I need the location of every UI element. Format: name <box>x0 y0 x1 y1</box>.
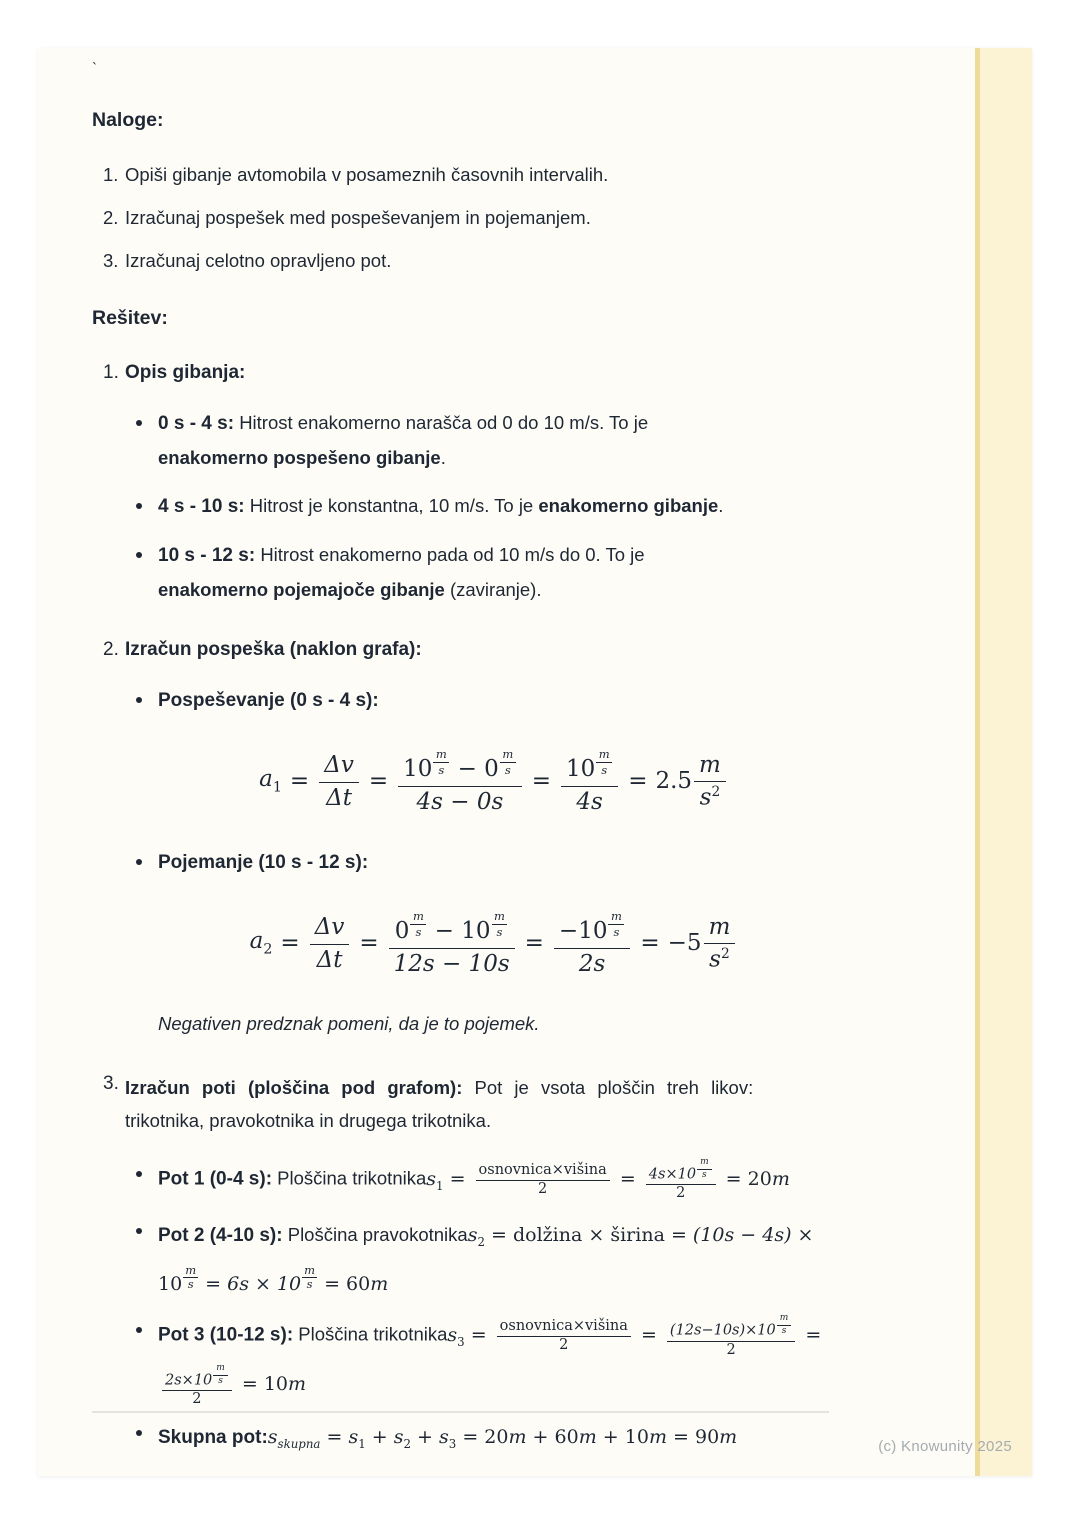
unit-m: m <box>492 910 508 925</box>
equals-sign: = <box>205 1273 222 1296</box>
section-2-bullets <box>92 683 829 718</box>
section-number: 1. <box>103 362 119 383</box>
section-3-heading <box>92 1071 829 1137</box>
equals-sign: = <box>531 767 551 794</box>
unit-m: m <box>500 748 516 763</box>
task-text: Izračunaj pospešek med pospeševanjem in pojemanjem. <box>125 207 591 228</box>
math-num: − 0 <box>457 756 499 783</box>
path-3-label: Pot 3 (10-12 s): <box>158 1324 294 1346</box>
math-num: Δv <box>319 752 359 782</box>
interval-text: Hitrost je konstantna, 10 m/s. To je <box>249 495 534 516</box>
list-item <box>92 406 829 475</box>
unit-m: m <box>410 910 426 925</box>
section-2-bullets <box>92 845 829 880</box>
math-sub: 2 <box>263 941 273 958</box>
task-text: Opiši gibanje avtomobila v posameznih časovnih intervalih. <box>125 164 609 185</box>
sign-note: Negativen predznak pomeni, da je to pojemek. <box>158 1012 540 1034</box>
task-number: 2. <box>103 207 119 228</box>
math-var: s <box>439 1425 449 1448</box>
equals-sign: = <box>640 1323 657 1346</box>
math-den: 2 <box>538 1181 548 1198</box>
formula-deceleration <box>158 910 829 977</box>
equals-sign: = <box>491 1224 507 1247</box>
math-num: 2s×10 <box>165 1371 213 1388</box>
task-text: Izračunaj celotno opravljeno pot. <box>125 250 392 271</box>
path-2-text: Ploščina pravokotnika <box>287 1224 468 1246</box>
list-item <box>92 538 829 607</box>
plus-sign: + <box>371 1425 388 1448</box>
math-word: širina <box>610 1224 665 1247</box>
math-num: − 10 <box>434 918 491 945</box>
solution-heading: Rešitev: <box>92 307 168 329</box>
unit-m: m <box>304 1262 316 1277</box>
section-3-bullets <box>92 1157 829 1465</box>
bullet-dot <box>136 1327 142 1333</box>
copyright-text: (c) Knowunity 2025 <box>878 1438 1012 1455</box>
unit-m: m <box>648 1425 667 1448</box>
math-num: 10 <box>403 756 433 783</box>
math-den: 2 <box>192 1390 202 1407</box>
section-1-bullets <box>92 406 829 607</box>
math-den: 2 <box>726 1341 736 1358</box>
math-sub: 1 <box>436 1178 444 1193</box>
task-number: 3. <box>103 250 119 271</box>
math-sub: skupna <box>277 1436 321 1451</box>
unit-s: s <box>496 925 503 940</box>
equals-sign: = <box>673 1425 689 1448</box>
unit-m: m <box>694 752 726 782</box>
section-number: 3. <box>103 1072 119 1094</box>
motion-type: enakomerno gibanje <box>538 495 719 516</box>
math-result: 10 <box>624 1425 649 1448</box>
unit-s: s <box>601 763 608 778</box>
stray-backtick: ` <box>92 60 97 77</box>
math-sub: 2 <box>403 1436 411 1451</box>
tasks-list <box>92 162 829 274</box>
bullet-dot <box>136 1228 142 1234</box>
equals-sign: = <box>324 1273 340 1296</box>
interval-text: Hitrost enakomerno narašča od 0 do 10 m/s. To je <box>239 412 649 433</box>
math-num: osnovnica×višina <box>497 1317 631 1337</box>
equals-sign: = <box>640 929 660 956</box>
unit-s: s <box>306 1277 313 1292</box>
math-result: 20 <box>747 1167 772 1190</box>
plus-sign: + <box>417 1425 433 1448</box>
math-result: 20 <box>484 1425 509 1448</box>
interval-text: Hitrost enakomerno pada od 10 m/s do 0. To je <box>260 544 645 565</box>
equals-sign: = <box>805 1323 822 1346</box>
section-1-heading <box>92 360 829 386</box>
math-den: 2s <box>578 950 606 977</box>
math-var: a <box>259 766 273 793</box>
times-sign: × <box>588 1224 605 1247</box>
equals-sign: = <box>326 1425 343 1448</box>
math-den: Δt <box>316 946 343 973</box>
equals-sign: = <box>289 767 310 794</box>
math-den: 4s − 0s <box>416 788 504 815</box>
math-num: osnovnica×višina <box>476 1161 610 1181</box>
document-content <box>92 48 829 1465</box>
math-result: 60 <box>554 1425 579 1448</box>
math-result: −5 <box>667 929 702 956</box>
task-number: 1. <box>103 164 119 185</box>
math-var: s <box>447 1323 458 1346</box>
unit-s: s <box>187 1277 194 1292</box>
math-den: 4s <box>576 788 603 815</box>
unit-s: s <box>709 946 721 973</box>
math-result: 2.5 <box>655 767 693 794</box>
math-word: dolžina <box>512 1224 583 1247</box>
section-number: 2. <box>103 639 119 660</box>
equals-sign: = <box>470 1323 487 1346</box>
unit-m: m <box>719 1425 738 1448</box>
unit-m: m <box>185 1262 197 1277</box>
bullet-dot <box>136 420 142 426</box>
math-num: 4s×10 <box>648 1166 697 1183</box>
path-1-text: Ploščina trikotnika <box>277 1167 427 1189</box>
math-sub: 1 <box>358 1436 366 1451</box>
math-var: s <box>467 1224 478 1247</box>
equals-sign: = <box>241 1373 258 1396</box>
list-item <box>92 1214 829 1305</box>
deceleration-label: Pojemanje (10 s - 12 s): <box>158 851 369 873</box>
unit-m: m <box>771 1167 790 1190</box>
tasks-heading: Naloge: <box>92 109 164 131</box>
math-sub: 1 <box>272 779 282 796</box>
math-expr: (10s − 4s) × <box>692 1224 814 1247</box>
unit-m: m <box>608 910 624 925</box>
math-num: Δv <box>310 914 350 944</box>
unit-m: m <box>697 1157 712 1170</box>
math-result: 90 <box>694 1425 720 1448</box>
interval-label: 0 s - 4 s: <box>158 413 235 434</box>
unit-s: s <box>781 1326 787 1337</box>
list-item <box>92 1157 829 1206</box>
unit-s: s <box>613 925 620 940</box>
unit-m: m <box>578 1425 597 1448</box>
unit-s: s <box>699 784 712 811</box>
unit-s: s <box>504 763 511 778</box>
math-result: 60 <box>346 1273 371 1296</box>
equals-sign: = <box>725 1167 742 1190</box>
section-2-heading <box>92 637 829 663</box>
interval-label: 10 s - 12 s: <box>158 545 256 566</box>
plus-sign: + <box>602 1425 619 1448</box>
unit-m: m <box>777 1313 792 1326</box>
section-intro-line2: trikotnika, pravokotnika in drugega trikotnika. <box>125 1109 492 1131</box>
list-item <box>92 489 829 524</box>
math-expr: 6s × 10 <box>227 1273 302 1296</box>
unit-s: s <box>438 763 445 778</box>
math-den: 12s − 10s <box>393 950 510 977</box>
motion-type: enakomerno pospešeno gibanje <box>158 447 441 468</box>
math-var: s <box>267 1425 278 1448</box>
unit-s: s <box>218 1375 223 1386</box>
task-item <box>92 162 829 188</box>
bullet-dot <box>136 552 142 558</box>
task-item <box>92 248 829 274</box>
math-den: 2 <box>676 1185 686 1202</box>
path-3-text: Ploščina trikotnika <box>298 1323 448 1345</box>
equals-sign: = <box>619 1167 636 1190</box>
math-num: 10 <box>566 756 596 783</box>
document-page <box>38 48 1032 1476</box>
equals-sign: = <box>359 929 379 956</box>
unit-s: s <box>702 1170 707 1181</box>
equals-sign: = <box>368 767 389 794</box>
math-num: −10 <box>558 918 608 945</box>
unit-m: m <box>288 1373 307 1396</box>
section-title: Izračun poti (ploščina pod grafom): <box>125 1076 463 1098</box>
unit-m: m <box>213 1363 228 1376</box>
interval-text-end: . <box>718 495 724 516</box>
math-var: s <box>348 1425 359 1448</box>
path-2-label: Pot 2 (4-10 s): <box>158 1225 283 1247</box>
unit-exponent: 2 <box>720 946 730 963</box>
interval-text-end: . <box>440 447 446 468</box>
math-den: 2 <box>559 1337 569 1354</box>
math-var: s <box>393 1425 404 1448</box>
interval-text-end: (zaviranje). <box>444 579 542 600</box>
path-1-label: Pot 1 (0-4 s): <box>158 1168 273 1190</box>
total-path-label: Skupna pot: <box>158 1426 268 1448</box>
motion-type: enakomerno pojemajoče gibanje <box>158 579 445 600</box>
list-item <box>92 1313 829 1408</box>
bullet-dot <box>136 503 142 509</box>
equals-sign: = <box>462 1425 479 1448</box>
equals-sign: = <box>628 767 648 794</box>
highlight-strip <box>975 48 1032 1476</box>
unit-m: m <box>370 1273 389 1296</box>
math-num: (12s−10s)×10 <box>669 1322 776 1339</box>
section-title: Opis gibanja: <box>125 362 246 383</box>
task-item <box>92 205 829 231</box>
unit-m: m <box>596 748 612 763</box>
equals-sign: = <box>280 929 300 956</box>
formula-acceleration <box>158 748 829 815</box>
math-result: 10 <box>263 1373 289 1396</box>
list-item <box>92 1416 829 1465</box>
math-num: 0 <box>394 918 410 945</box>
unit-m: m <box>508 1425 527 1448</box>
math-sub: 3 <box>448 1436 457 1451</box>
bullet-dot <box>136 859 142 865</box>
interval-label: 4 s - 10 s: <box>158 496 245 517</box>
section-intro: Pot je vsota ploščin treh likov: <box>474 1076 754 1098</box>
section-title: Izračun pospeška (naklon grafa): <box>125 639 422 660</box>
unit-m: m <box>704 914 736 944</box>
unit-m: m <box>433 748 449 763</box>
math-den: Δt <box>326 784 352 811</box>
bullet-dot <box>136 697 142 703</box>
unit-s: s <box>415 925 422 940</box>
equals-sign: = <box>670 1224 687 1247</box>
list-item <box>92 845 829 880</box>
math-num: 10 <box>158 1273 183 1296</box>
list-item <box>92 683 829 718</box>
math-sub: 2 <box>477 1235 485 1250</box>
math-var: s <box>426 1167 437 1190</box>
divider <box>92 1411 829 1413</box>
plus-sign: + <box>532 1425 549 1448</box>
equals-sign: = <box>449 1167 466 1190</box>
bullet-dot <box>136 1430 142 1436</box>
math-sub: 3 <box>457 1334 465 1349</box>
equals-sign: = <box>524 929 544 956</box>
bullet-dot <box>136 1171 142 1177</box>
math-var: a <box>249 928 264 954</box>
unit-exponent: 2 <box>711 784 721 801</box>
acceleration-label: Pospeševanje (0 s - 4 s): <box>158 690 379 711</box>
